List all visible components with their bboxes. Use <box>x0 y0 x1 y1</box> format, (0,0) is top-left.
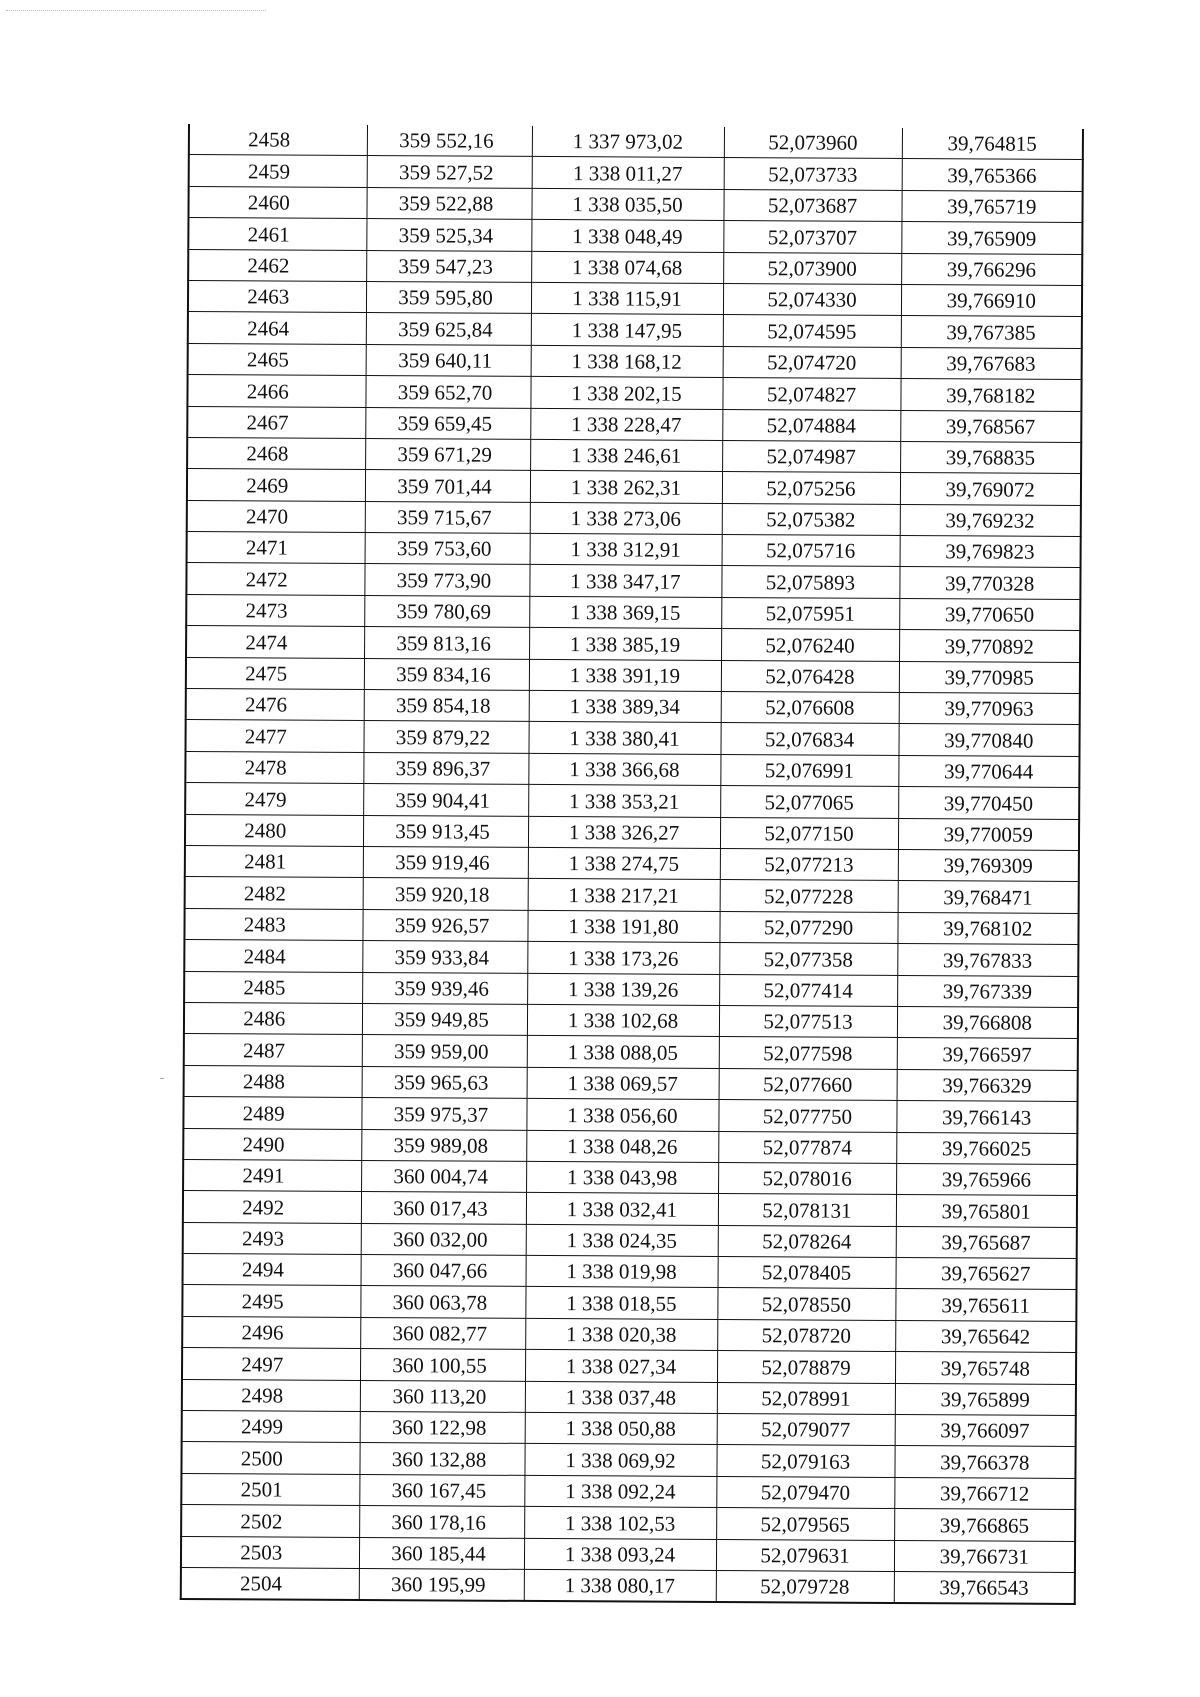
longitude-cell: 39,767683 <box>901 347 1082 379</box>
x-coordinate-cell: 359 547,23 <box>366 250 531 282</box>
point-number-cell: 2499 <box>182 1411 360 1443</box>
table-row <box>185 720 1079 756</box>
longitude-cell: 39,764815 <box>902 128 1083 160</box>
table-row <box>181 1442 1075 1478</box>
y-coordinate-cell: 1 338 093,24 <box>524 1538 716 1570</box>
table-row <box>183 1254 1077 1290</box>
x-coordinate-cell: 360 017,43 <box>361 1192 526 1224</box>
point-number-cell: 2482 <box>185 877 363 909</box>
longitude-cell: 39,770840 <box>898 724 1079 756</box>
x-coordinate-cell: 359 625,84 <box>366 313 531 345</box>
longitude-cell: 39,766329 <box>897 1069 1078 1101</box>
x-coordinate-cell: 359 834,16 <box>364 658 529 690</box>
y-coordinate-cell: 1 338 069,57 <box>527 1067 719 1099</box>
longitude-cell: 39,770963 <box>899 693 1080 725</box>
table-row <box>187 375 1081 411</box>
longitude-cell: 39,765627 <box>896 1258 1077 1290</box>
longitude-cell: 39,766543 <box>894 1571 1075 1604</box>
longitude-cell: 39,765611 <box>895 1289 1076 1321</box>
point-number-cell: 2480 <box>185 814 363 846</box>
point-number-cell: 2486 <box>184 1002 362 1034</box>
x-coordinate-cell: 360 004,74 <box>361 1160 526 1192</box>
x-coordinate-cell: 359 640,11 <box>366 344 531 376</box>
point-number-cell: 2504 <box>181 1567 359 1600</box>
y-coordinate-cell: 1 338 048,49 <box>531 220 723 252</box>
latitude-cell: 52,076428 <box>721 660 899 692</box>
latitude-cell: 52,078016 <box>718 1162 896 1194</box>
x-coordinate-cell: 360 032,00 <box>361 1223 526 1255</box>
y-coordinate-cell: 1 338 391,19 <box>529 659 721 691</box>
longitude-cell: 39,767385 <box>901 316 1082 348</box>
latitude-cell: 52,075382 <box>722 503 900 535</box>
latitude-cell: 52,077228 <box>720 880 898 912</box>
table-row <box>188 249 1082 285</box>
latitude-cell: 52,075716 <box>722 535 900 567</box>
point-number-cell: 2495 <box>182 1285 360 1317</box>
longitude-cell: 39,766865 <box>894 1509 1075 1541</box>
table-row <box>183 1159 1077 1195</box>
table-row <box>185 814 1079 850</box>
table-row <box>184 940 1078 976</box>
y-coordinate-cell: 1 338 202,15 <box>530 377 722 409</box>
point-number-cell: 2481 <box>185 845 363 877</box>
table-row <box>182 1348 1076 1384</box>
table-row <box>181 1473 1075 1509</box>
point-number-cell: 2503 <box>181 1536 359 1568</box>
longitude-cell: 39,766025 <box>896 1132 1077 1164</box>
x-coordinate-cell: 359 919,46 <box>363 846 528 878</box>
table-row <box>188 312 1082 348</box>
y-coordinate-cell: 1 338 102,68 <box>527 1004 719 1036</box>
latitude-cell: 52,079470 <box>716 1476 894 1508</box>
longitude-cell: 39,767833 <box>897 944 1078 976</box>
latitude-cell: 52,075893 <box>721 566 899 598</box>
latitude-cell: 52,073900 <box>723 252 901 284</box>
table-row <box>182 1411 1076 1447</box>
table-row <box>183 1128 1077 1164</box>
x-coordinate-cell: 359 989,08 <box>361 1129 526 1161</box>
point-number-cell: 2476 <box>186 689 364 721</box>
point-number-cell: 2459 <box>189 155 367 187</box>
table-row <box>188 186 1082 222</box>
x-coordinate-cell: 359 933,84 <box>362 941 527 973</box>
y-coordinate-cell: 1 338 088,05 <box>527 1036 719 1068</box>
longitude-cell: 39,765899 <box>895 1383 1076 1415</box>
y-coordinate-cell: 1 338 056,60 <box>526 1099 718 1131</box>
point-number-cell: 2466 <box>187 375 365 407</box>
longitude-cell: 39,768835 <box>900 441 1081 473</box>
x-coordinate-cell: 360 082,77 <box>360 1317 525 1349</box>
table-row <box>185 751 1079 787</box>
x-coordinate-cell: 359 904,41 <box>363 784 528 816</box>
longitude-cell: 39,766378 <box>894 1446 1075 1478</box>
table-row <box>187 469 1081 505</box>
latitude-cell: 52,077414 <box>719 974 897 1006</box>
table-row <box>189 155 1083 191</box>
latitude-cell: 52,078405 <box>718 1257 896 1289</box>
point-number-cell: 2494 <box>183 1254 361 1286</box>
longitude-cell: 39,765909 <box>901 222 1082 254</box>
x-coordinate-cell: 360 063,78 <box>360 1286 525 1318</box>
x-coordinate-cell: 360 195,99 <box>359 1568 524 1601</box>
point-number-cell: 2488 <box>184 1065 362 1097</box>
longitude-cell: 39,765642 <box>895 1320 1076 1352</box>
point-number-cell: 2462 <box>188 249 366 281</box>
latitude-cell: 52,077065 <box>720 786 898 818</box>
y-coordinate-cell: 1 338 366,68 <box>528 753 720 785</box>
point-number-cell: 2502 <box>181 1505 359 1537</box>
point-number-cell: 2485 <box>184 971 362 1003</box>
latitude-cell: 52,077213 <box>720 848 898 880</box>
y-coordinate-cell: 1 338 018,55 <box>525 1287 717 1319</box>
x-coordinate-cell: 359 527,52 <box>367 156 532 188</box>
y-coordinate-cell: 1 338 385,19 <box>529 628 721 660</box>
x-coordinate-cell: 359 813,16 <box>364 627 529 659</box>
latitude-cell: 52,077358 <box>719 943 897 975</box>
longitude-cell: 39,769232 <box>900 504 1081 536</box>
x-coordinate-cell: 359 753,60 <box>365 533 530 565</box>
point-number-cell: 2469 <box>187 469 365 501</box>
x-coordinate-cell: 359 671,29 <box>365 438 530 470</box>
y-coordinate-cell: 1 338 019,98 <box>526 1255 718 1287</box>
point-number-cell: 2493 <box>183 1222 361 1254</box>
x-coordinate-cell: 359 715,67 <box>365 501 530 533</box>
y-coordinate-cell: 1 338 217,21 <box>528 879 720 911</box>
x-coordinate-cell: 359 780,69 <box>364 595 529 627</box>
x-coordinate-cell: 359 701,44 <box>365 470 530 502</box>
latitude-cell: 52,077513 <box>719 1005 897 1037</box>
point-number-cell: 2497 <box>182 1348 360 1380</box>
longitude-cell: 39,766731 <box>894 1540 1075 1572</box>
x-coordinate-cell: 359 939,46 <box>362 972 527 1004</box>
y-coordinate-cell: 1 338 262,31 <box>530 471 722 503</box>
longitude-cell: 39,765801 <box>896 1195 1077 1227</box>
table-row <box>187 532 1081 568</box>
longitude-cell: 39,770328 <box>899 567 1080 599</box>
point-number-cell: 2458 <box>189 124 367 156</box>
y-coordinate-cell: 1 338 043,98 <box>526 1161 718 1193</box>
table-row <box>187 406 1081 442</box>
latitude-cell: 52,075951 <box>721 597 899 629</box>
y-coordinate-cell: 1 338 074,68 <box>531 251 723 283</box>
x-coordinate-cell: 359 949,85 <box>362 1003 527 1035</box>
point-number-cell: 2492 <box>183 1191 361 1223</box>
table-row <box>183 1222 1077 1258</box>
y-coordinate-cell: 1 338 035,50 <box>531 188 723 220</box>
x-coordinate-cell: 359 522,88 <box>366 187 531 219</box>
table-row <box>189 124 1083 160</box>
latitude-cell: 52,074987 <box>722 440 900 472</box>
latitude-cell: 52,078550 <box>717 1288 895 1320</box>
y-coordinate-cell: 1 338 080,17 <box>524 1569 716 1602</box>
y-coordinate-cell: 1 338 139,26 <box>527 973 719 1005</box>
point-number-cell: 2475 <box>186 657 364 689</box>
point-number-cell: 2468 <box>187 437 365 469</box>
point-number-cell: 2467 <box>187 406 365 438</box>
table-row <box>183 1097 1077 1133</box>
y-coordinate-cell: 1 338 246,61 <box>530 439 722 471</box>
coordinates-table-body <box>181 124 1083 1604</box>
y-coordinate-cell: 1 338 274,75 <box>528 847 720 879</box>
table-row <box>181 1536 1075 1572</box>
y-coordinate-cell: 1 338 069,92 <box>524 1444 716 1476</box>
longitude-cell: 39,770644 <box>898 755 1079 787</box>
y-coordinate-cell: 1 338 389,34 <box>529 690 721 722</box>
table-row <box>186 689 1080 725</box>
longitude-cell: 39,770892 <box>899 630 1080 662</box>
longitude-cell: 39,770985 <box>899 661 1080 693</box>
y-coordinate-cell: 1 338 027,34 <box>525 1350 717 1382</box>
x-coordinate-cell: 360 100,55 <box>360 1349 525 1381</box>
y-coordinate-cell: 1 338 032,41 <box>526 1193 718 1225</box>
y-coordinate-cell: 1 338 353,21 <box>528 785 720 817</box>
latitude-cell: 52,075256 <box>722 472 900 504</box>
longitude-cell: 39,768471 <box>898 881 1079 913</box>
latitude-cell: 52,079565 <box>716 1508 894 1540</box>
longitude-cell: 39,770650 <box>899 598 1080 630</box>
point-number-cell: 2498 <box>182 1379 360 1411</box>
latitude-cell: 52,073687 <box>723 189 901 221</box>
y-coordinate-cell: 1 338 024,35 <box>526 1224 718 1256</box>
coordinates-table <box>180 124 1084 1605</box>
table-row <box>188 280 1082 316</box>
longitude-cell: 39,765687 <box>896 1226 1077 1258</box>
point-number-cell: 2483 <box>184 908 362 940</box>
x-coordinate-cell: 360 132,88 <box>359 1443 524 1475</box>
longitude-cell: 39,766808 <box>897 1006 1078 1038</box>
y-coordinate-cell: 1 338 020,38 <box>525 1318 717 1350</box>
table-row <box>185 877 1079 913</box>
longitude-cell: 39,766597 <box>897 1038 1078 1070</box>
longitude-cell: 39,766910 <box>901 284 1082 316</box>
table-row <box>188 343 1082 379</box>
x-coordinate-cell: 359 595,80 <box>366 281 531 313</box>
latitude-cell: 52,078264 <box>718 1225 896 1257</box>
point-number-cell: 2473 <box>186 594 364 626</box>
point-number-cell: 2496 <box>182 1316 360 1348</box>
table-row <box>185 783 1079 819</box>
table-row <box>182 1379 1076 1415</box>
table-row <box>186 594 1080 630</box>
point-number-cell: 2491 <box>183 1159 361 1191</box>
x-coordinate-cell: 360 178,16 <box>359 1506 524 1538</box>
x-coordinate-cell: 359 773,90 <box>364 564 529 596</box>
table-row <box>184 1034 1078 1070</box>
latitude-cell: 52,077598 <box>719 1037 897 1069</box>
x-coordinate-cell: 360 113,20 <box>360 1380 525 1412</box>
table-row <box>186 563 1080 599</box>
latitude-cell: 52,077660 <box>719 1068 897 1100</box>
point-number-cell: 2474 <box>186 626 364 658</box>
point-number-cell: 2464 <box>188 312 366 344</box>
longitude-cell: 39,770450 <box>898 787 1079 819</box>
latitude-cell: 52,079163 <box>716 1445 894 1477</box>
y-coordinate-cell: 1 338 011,27 <box>532 157 724 189</box>
latitude-cell: 52,073733 <box>724 158 902 190</box>
latitude-cell: 52,077290 <box>719 911 897 943</box>
x-coordinate-cell: 360 047,66 <box>361 1255 526 1287</box>
y-coordinate-cell: 1 338 312,91 <box>530 533 722 565</box>
x-coordinate-cell: 360 167,45 <box>359 1474 524 1506</box>
longitude-cell: 39,769072 <box>900 473 1081 505</box>
y-coordinate-cell: 1 338 092,24 <box>524 1475 716 1507</box>
latitude-cell: 52,079728 <box>716 1570 894 1603</box>
longitude-cell: 39,768182 <box>900 379 1081 411</box>
longitude-cell: 39,769823 <box>900 536 1081 568</box>
latitude-cell: 52,078131 <box>718 1194 896 1226</box>
longitude-cell: 39,766143 <box>896 1101 1077 1133</box>
point-number-cell: 2500 <box>181 1442 359 1474</box>
point-number-cell: 2490 <box>183 1128 361 1160</box>
table-row <box>182 1285 1076 1321</box>
latitude-cell: 52,077150 <box>720 817 898 849</box>
latitude-cell: 52,077750 <box>718 1100 896 1132</box>
longitude-cell: 39,768102 <box>897 912 1078 944</box>
longitude-cell: 39,765366 <box>902 159 1083 191</box>
table-row <box>184 1002 1078 1038</box>
x-coordinate-cell: 360 185,44 <box>359 1537 524 1569</box>
latitude-cell: 52,074884 <box>722 409 900 441</box>
point-number-cell: 2501 <box>181 1473 359 1505</box>
latitude-cell: 52,076834 <box>720 723 898 755</box>
point-number-cell: 2484 <box>184 940 362 972</box>
point-number-cell: 2489 <box>183 1097 361 1129</box>
latitude-cell: 52,078991 <box>717 1382 895 1414</box>
x-coordinate-cell: 359 552,16 <box>367 125 532 157</box>
table-row <box>187 500 1081 536</box>
table-row <box>181 1567 1075 1604</box>
x-coordinate-cell: 359 959,00 <box>362 1035 527 1067</box>
point-number-cell: 2460 <box>188 186 366 218</box>
latitude-cell: 52,078879 <box>717 1351 895 1383</box>
longitude-cell: 39,766097 <box>895 1414 1076 1446</box>
latitude-cell: 52,074595 <box>723 315 901 347</box>
x-coordinate-cell: 359 975,37 <box>361 1098 526 1130</box>
latitude-cell: 52,073707 <box>723 221 901 253</box>
x-coordinate-cell: 359 920,18 <box>363 878 528 910</box>
point-number-cell: 2478 <box>185 751 363 783</box>
x-coordinate-cell: 359 525,34 <box>366 219 531 251</box>
latitude-cell: 52,079631 <box>716 1539 894 1571</box>
y-coordinate-cell: 1 338 168,12 <box>531 345 723 377</box>
point-number-cell: 2461 <box>188 218 366 250</box>
y-coordinate-cell: 1 338 347,17 <box>529 565 721 597</box>
table-row <box>184 1065 1078 1101</box>
table-row <box>184 971 1078 1007</box>
y-coordinate-cell: 1 338 115,91 <box>531 282 723 314</box>
point-number-cell: 2487 <box>184 1034 362 1066</box>
x-coordinate-cell: 359 659,45 <box>365 407 530 439</box>
latitude-cell: 52,073960 <box>724 127 902 159</box>
y-coordinate-cell: 1 338 191,80 <box>527 910 719 942</box>
y-coordinate-cell: 1 338 369,15 <box>529 596 721 628</box>
longitude-cell: 39,766296 <box>901 253 1082 285</box>
latitude-cell: 52,076608 <box>721 692 899 724</box>
scan-artifact-dot <box>160 1078 164 1079</box>
latitude-cell: 52,076991 <box>720 754 898 786</box>
longitude-cell: 39,765748 <box>895 1352 1076 1384</box>
y-coordinate-cell: 1 338 326,27 <box>528 816 720 848</box>
latitude-cell: 52,074330 <box>723 283 901 315</box>
table-row <box>185 845 1079 881</box>
y-coordinate-cell: 1 338 173,26 <box>527 942 719 974</box>
x-coordinate-cell: 359 896,37 <box>363 752 528 784</box>
y-coordinate-cell: 1 338 102,53 <box>524 1507 716 1539</box>
table-row <box>187 437 1081 473</box>
x-coordinate-cell: 360 122,98 <box>360 1411 525 1443</box>
table-row <box>184 908 1078 944</box>
latitude-cell: 52,074827 <box>722 378 900 410</box>
longitude-cell: 39,770059 <box>898 818 1079 850</box>
longitude-cell: 39,766712 <box>894 1477 1075 1509</box>
point-number-cell: 2465 <box>188 343 366 375</box>
point-number-cell: 2470 <box>187 500 365 532</box>
x-coordinate-cell: 359 913,45 <box>363 815 528 847</box>
point-number-cell: 2479 <box>185 783 363 815</box>
longitude-cell: 39,769309 <box>898 849 1079 881</box>
y-coordinate-cell: 1 338 147,95 <box>531 314 723 346</box>
y-coordinate-cell: 1 338 273,06 <box>530 502 722 534</box>
table-row <box>186 657 1080 693</box>
longitude-cell: 39,765719 <box>901 190 1082 222</box>
table-row <box>181 1505 1075 1541</box>
latitude-cell: 52,077874 <box>718 1131 896 1163</box>
x-coordinate-cell: 359 652,70 <box>365 376 530 408</box>
x-coordinate-cell: 359 926,57 <box>362 909 527 941</box>
x-coordinate-cell: 359 965,63 <box>362 1066 527 1098</box>
x-coordinate-cell: 359 879,22 <box>363 721 528 753</box>
point-number-cell: 2463 <box>188 280 366 312</box>
point-number-cell: 2472 <box>186 563 364 595</box>
y-coordinate-cell: 1 338 037,48 <box>525 1381 717 1413</box>
table-row <box>183 1191 1077 1227</box>
latitude-cell: 52,078720 <box>717 1319 895 1351</box>
longitude-cell: 39,768567 <box>900 410 1081 442</box>
longitude-cell: 39,767339 <box>897 975 1078 1007</box>
y-coordinate-cell: 1 338 228,47 <box>530 408 722 440</box>
latitude-cell: 52,076240 <box>721 629 899 661</box>
x-coordinate-cell: 359 854,18 <box>364 690 529 722</box>
latitude-cell: 52,079077 <box>717 1413 895 1445</box>
point-number-cell: 2471 <box>187 532 365 564</box>
latitude-cell: 52,074720 <box>723 346 901 378</box>
table-row <box>188 218 1082 254</box>
table-row <box>182 1316 1076 1352</box>
y-coordinate-cell: 1 337 973,02 <box>532 126 724 158</box>
y-coordinate-cell: 1 338 048,26 <box>526 1130 718 1162</box>
longitude-cell: 39,765966 <box>896 1163 1077 1195</box>
table-row <box>186 626 1080 662</box>
point-number-cell: 2477 <box>185 720 363 752</box>
y-coordinate-cell: 1 338 050,88 <box>525 1412 717 1444</box>
scan-artifact-line <box>6 10 266 13</box>
y-coordinate-cell: 1 338 380,41 <box>528 722 720 754</box>
